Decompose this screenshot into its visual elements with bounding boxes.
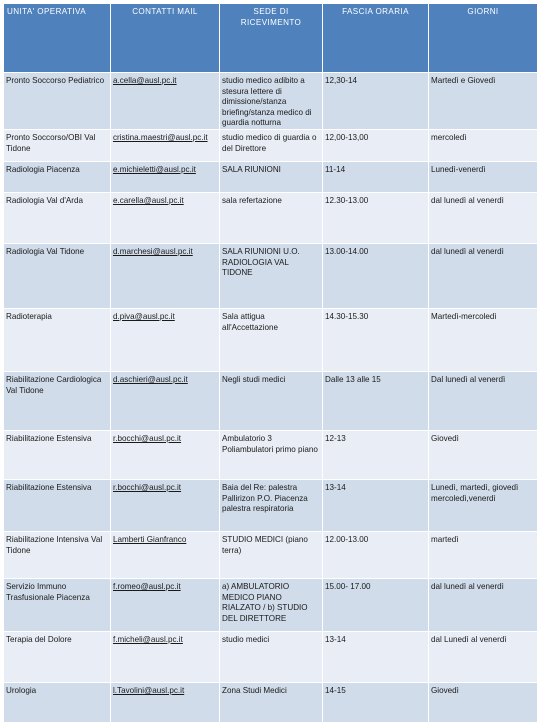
table-row (4, 161, 538, 192)
cell-fascia-oraria: 12.30-13.00 (323, 192, 429, 243)
cell-unita-operativa: Riabilitazione Estensiva (4, 430, 111, 479)
header-fascia-oraria: FASCIA ORARIA (323, 4, 429, 73)
email-link[interactable]: Lamberti Gianfranco (113, 534, 187, 544)
table-row (4, 192, 538, 243)
cell-sede: Negli studi medici (220, 371, 323, 430)
email-link[interactable]: f.romeo@ausl.pc.it (113, 581, 181, 591)
cell-sede: a) AMBULATORIO MEDICO PIANO RIALZATO / b) STUDIO DEL DIRETTORE (220, 578, 323, 631)
cell-sede: studio medico adibito a stesura lettere di dimissione/stanza briefing/stanza medico di guardia notturna (220, 73, 323, 130)
cell-sede: STUDIO MEDICI (piano terra) (220, 531, 323, 578)
table-row (4, 73, 538, 130)
table-row (4, 308, 538, 371)
cell-unita-operativa: Pronto Soccorso/OBI Val Tidone (4, 129, 111, 161)
header-contatti-mail: CONTATTI MAIL (111, 4, 220, 73)
table-row (4, 531, 538, 578)
email-link[interactable]: d.aschieri@ausl.pc.it (113, 374, 188, 384)
cell-unita-operativa: Terapia del Dolore (4, 631, 111, 682)
email-link[interactable]: r.bocchi@ausl.pc.it (113, 433, 182, 443)
cell-fascia-oraria: 13.00-14.00 (323, 243, 429, 308)
office-hours-table (3, 3, 538, 723)
cell-fascia-oraria: Dalle 13 alle 15 (323, 371, 429, 430)
cell-unita-operativa: Servizio Immuno Trasfusionale Piacenza (4, 578, 111, 631)
cell-sede: studio medici (220, 631, 323, 682)
email-link[interactable]: e.michieletti@ausl.pc.it (113, 164, 196, 174)
cell-contatti-mail (111, 161, 220, 192)
cell-giorni: Lunedì, martedì, giovedì mercoledì,venerdì (429, 479, 538, 531)
cell-giorni: Giovedì (429, 430, 538, 479)
table-row (4, 129, 538, 161)
cell-fascia-oraria: 11-14 (323, 161, 429, 192)
cell-fascia-oraria: 15.00- 17.00 (323, 578, 429, 631)
cell-sede: Ambulatorio 3 Poliambulatori primo piano (220, 430, 323, 479)
email-link[interactable]: f.micheli@ausl.pc.it (113, 634, 183, 644)
email-link[interactable]: cristina.maestri@ausl.pc.it (113, 132, 208, 142)
cell-contatti-mail (111, 479, 220, 531)
cell-fascia-oraria: 14.30-15.30 (323, 308, 429, 371)
cell-fascia-oraria: 12-13 (323, 430, 429, 479)
cell-contatti-mail (111, 430, 220, 479)
cell-sede: sala refertazione (220, 192, 323, 243)
cell-sede: SALA RIUNIONI (220, 161, 323, 192)
cell-unita-operativa: Radiologia Piacenza (4, 161, 111, 192)
header-unita-operativa: UNITA' OPERATIVA (4, 4, 111, 73)
cell-giorni: Martedì-mercoledì (429, 308, 538, 371)
table-row (4, 479, 538, 531)
email-link[interactable]: e.carella@ausl.pc.it (113, 195, 184, 205)
cell-unita-operativa: Riabilitazione Cardiologica Val Tidone (4, 371, 111, 430)
cell-fascia-oraria: 12,00-13,00 (323, 129, 429, 161)
cell-contatti-mail (111, 682, 220, 722)
cell-contatti-mail (111, 308, 220, 371)
cell-giorni: dal lunedì al venerdì (429, 578, 538, 631)
cell-fascia-oraria: 12.00-13.00 (323, 531, 429, 578)
cell-giorni: dal Lunedì al venerdì (429, 631, 538, 682)
table-row (4, 682, 538, 722)
table-row (4, 243, 538, 308)
cell-contatti-mail (111, 243, 220, 308)
table-row (4, 578, 538, 631)
cell-giorni: Dal lunedì al venerdì (429, 371, 538, 430)
table-row (4, 430, 538, 479)
cell-giorni: Giovedì (429, 682, 538, 722)
email-link[interactable]: a.cella@ausl.pc.it (113, 76, 177, 85)
cell-sede: Baia del Re: palestra Pallirizon P.O. Piacenza palestra respiratoria (220, 479, 323, 531)
cell-unita-operativa: Pronto Soccorso Pediatrico (4, 73, 111, 130)
cell-giorni: martedì (429, 531, 538, 578)
email-link[interactable]: d.marchesi@ausl.pc.it (113, 246, 193, 256)
cell-unita-operativa: Urologia (4, 682, 111, 722)
table-header (4, 4, 538, 73)
email-link[interactable]: l.Tavolini@ausl.pc.it (113, 685, 185, 695)
cell-unita-operativa: Radiologia Val Tidone (4, 243, 111, 308)
email-link[interactable]: r.bocchi@ausl.pc.it (113, 482, 182, 492)
cell-sede: Sala attigua all'Accettazione (220, 308, 323, 371)
cell-sede: SALA RIUNIONI U.O. RADIOLOGIA VAL TIDONE (220, 243, 323, 308)
header-sede-ricevimento: SEDE DI RICEVIMENTO (220, 4, 323, 73)
cell-sede: studio medico di guardia o del Direttore (220, 129, 323, 161)
table-row (4, 631, 538, 682)
cell-unita-operativa: Radiologia Val d'Arda (4, 192, 111, 243)
cell-contatti-mail (111, 192, 220, 243)
email-link[interactable]: d.piva@ausl.pc.it (113, 311, 175, 321)
header-row (4, 4, 538, 73)
cell-giorni: dal lunedì al venerdì (429, 243, 538, 308)
cell-contatti-mail (111, 371, 220, 430)
cell-unita-operativa: Riabilitazione Intensiva Val Tidone (4, 531, 111, 578)
table-row (4, 371, 538, 430)
cell-sede: Zona Studi Medici (220, 682, 323, 722)
cell-giorni: dal lunedì al venerdì (429, 192, 538, 243)
cell-contatti-mail (111, 73, 220, 130)
cell-fascia-oraria: 13-14 (323, 631, 429, 682)
cell-contatti-mail (111, 578, 220, 631)
cell-giorni: mercoledì (429, 129, 538, 161)
cell-giorni: Martedì e Giovedì (429, 73, 538, 130)
cell-unita-operativa: Radioterapia (4, 308, 111, 371)
cell-fascia-oraria: 12,30-14 (323, 73, 429, 130)
cell-unita-operativa: Riabilitazione Estensiva (4, 479, 111, 531)
cell-contatti-mail (111, 531, 220, 578)
cell-giorni: Lunedì-venerdì (429, 161, 538, 192)
cell-contatti-mail (111, 129, 220, 161)
cell-contatti-mail (111, 631, 220, 682)
cell-fascia-oraria: 13-14 (323, 479, 429, 531)
cell-fascia-oraria: 14-15 (323, 682, 429, 722)
header-giorni: GIORNI (429, 4, 538, 73)
table-body (4, 73, 538, 723)
